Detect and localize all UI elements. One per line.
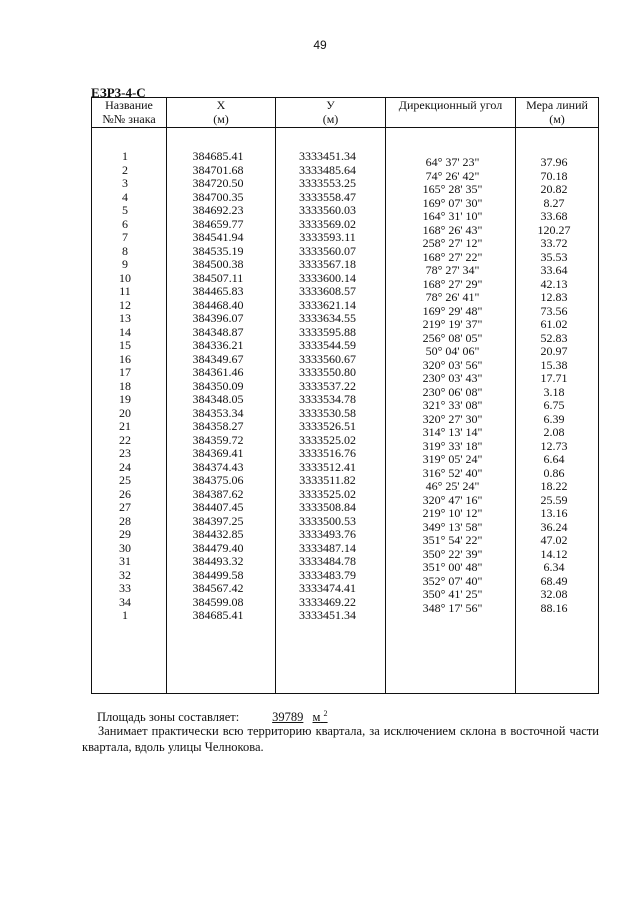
x-value-cell: 384348.05 bbox=[192, 392, 244, 406]
direction-angle-cell: 168° 26' 43" bbox=[422, 222, 483, 237]
direction-angle-cell: 165° 28' 35" bbox=[422, 182, 483, 196]
point-name-cell: 22 bbox=[119, 432, 131, 447]
y-value-cell: 3333508.84 bbox=[299, 500, 356, 514]
x-value-cell: 384659.77 bbox=[192, 216, 244, 231]
direction-angle-cell: 350° 41' 25" bbox=[422, 587, 483, 601]
point-name-cell: 30 bbox=[119, 540, 131, 555]
direction-angle-cell: 320° 47' 16" bbox=[422, 492, 483, 507]
x-value-cell: 384720.50 bbox=[192, 176, 244, 190]
x-value-cell: 384535.19 bbox=[192, 243, 244, 258]
direction-angle-cell: 219° 10' 12" bbox=[422, 506, 483, 520]
direction-angle-cell: 352° 07' 40" bbox=[422, 573, 483, 588]
x-value-cell: 384432.85 bbox=[192, 527, 244, 541]
header-point-name-line1: Название bbox=[105, 98, 153, 112]
line-length-cell: 15.38 bbox=[540, 357, 568, 372]
direction-angle-cell: 348° 17' 56" bbox=[422, 600, 483, 615]
direction-angle-cell: 349° 13' 58" bbox=[422, 519, 483, 534]
point-name-cell: 9 bbox=[122, 257, 128, 271]
y-value-cell: 3333567.18 bbox=[299, 257, 356, 271]
line-length-cell: 32.08 bbox=[540, 587, 568, 601]
direction-angle-cell: 319° 05' 24" bbox=[422, 452, 483, 466]
x-value-cell: 384567.42 bbox=[192, 581, 244, 595]
y-value-cell: 3333558.47 bbox=[299, 189, 356, 204]
x-value-cell: 384479.40 bbox=[192, 540, 244, 555]
direction-angle-cell: 230° 03' 43" bbox=[422, 371, 483, 385]
point-name-cell: 24 bbox=[119, 459, 131, 474]
x-value-cell: 384353.34 bbox=[192, 405, 244, 420]
x-value-cell: 384369.41 bbox=[192, 446, 244, 460]
y-value-cell: 3333621.14 bbox=[299, 297, 356, 312]
point-name-cell: 17 bbox=[119, 365, 131, 379]
line-length-cell: 42.13 bbox=[540, 276, 568, 291]
y-value-cell: 3333516.76 bbox=[299, 446, 356, 460]
area-label: Площадь зоны составляет: bbox=[97, 710, 240, 725]
y-value-cell: 3333537.22 bbox=[299, 378, 356, 393]
area-unit-text: м bbox=[312, 710, 321, 725]
line-length-cell: 2.08 bbox=[543, 425, 565, 439]
line-length-cell: 35.53 bbox=[540, 249, 568, 264]
point-name-cell: 3 bbox=[122, 176, 128, 190]
point-name-cell: 25 bbox=[119, 473, 131, 487]
y-value-cell: 3333500.53 bbox=[299, 513, 356, 528]
area-value: 39789 bbox=[272, 710, 304, 725]
point-name-cell: 14 bbox=[119, 324, 131, 339]
point-name-cell: 7 bbox=[122, 230, 128, 244]
y-value-cell: 3333485.64 bbox=[299, 162, 356, 177]
header-line-length-line2: (м) bbox=[549, 111, 565, 126]
point-name-cell: 11 bbox=[119, 284, 131, 298]
line-length-cell: 14.12 bbox=[540, 546, 568, 561]
column-x bbox=[167, 98, 276, 694]
y-value-cell: 3333569.02 bbox=[299, 216, 356, 231]
direction-angle-cell: 256° 08' 05" bbox=[422, 330, 483, 345]
coordinates-table bbox=[91, 97, 599, 694]
y-value-cell: 3333469.22 bbox=[299, 594, 356, 609]
point-name-cell: 26 bbox=[119, 486, 131, 501]
page-number: 49 bbox=[313, 38, 327, 52]
y-value-cell: 3333608.57 bbox=[299, 284, 356, 298]
column-point-name bbox=[92, 98, 167, 694]
x-value-cell: 384397.25 bbox=[192, 513, 244, 528]
point-names-list bbox=[92, 150, 166, 623]
line-length-cell: 52.83 bbox=[540, 330, 568, 345]
point-name-cell: 1 bbox=[122, 608, 128, 622]
point-name-cell: 5 bbox=[122, 203, 128, 217]
y-value-cell: 3333560.67 bbox=[299, 351, 356, 366]
x-value-cell: 384700.35 bbox=[192, 189, 244, 204]
x-value-cell: 384692.23 bbox=[192, 203, 244, 217]
column-line-length bbox=[516, 98, 599, 694]
direction-angle-cell: 321° 33' 08" bbox=[422, 398, 483, 412]
header-direction-angle bbox=[386, 98, 515, 127]
y-value-cell: 3333484.78 bbox=[299, 554, 356, 568]
x-value-cell: 384387.62 bbox=[192, 486, 244, 501]
y-value-cell: 3333530.58 bbox=[299, 405, 356, 420]
point-name-cell: 28 bbox=[119, 513, 131, 528]
direction-angle-cell: 64° 37' 23" bbox=[425, 155, 480, 169]
header-y bbox=[276, 98, 385, 127]
x-value-cell: 384358.27 bbox=[192, 419, 244, 433]
x-value-cell: 384599.08 bbox=[192, 594, 244, 609]
point-name-cell: 34 bbox=[119, 594, 131, 609]
line-length-cell: 17.71 bbox=[540, 371, 568, 385]
point-name-cell: 10 bbox=[119, 270, 131, 285]
line-length-cell: 68.49 bbox=[540, 573, 568, 588]
line-length-cell: 3.18 bbox=[543, 384, 565, 399]
point-name-cell: 2 bbox=[122, 162, 128, 177]
point-name-cell: 20 bbox=[119, 405, 131, 420]
direction-angle-cell: 78° 26' 41" bbox=[425, 290, 480, 304]
point-name-cell: 15 bbox=[119, 338, 131, 352]
line-length-cell: 6.34 bbox=[543, 560, 565, 574]
line-length-cell: 88.16 bbox=[540, 600, 568, 615]
y-value-cell: 3333451.34 bbox=[299, 149, 356, 163]
point-name-cell: 31 bbox=[119, 554, 131, 568]
y-value-cell: 3333511.82 bbox=[299, 473, 356, 487]
line-length-cell: 12.83 bbox=[540, 290, 568, 304]
direction-angle-cell: 316° 52' 40" bbox=[422, 465, 483, 480]
y-value-cell: 3333483.79 bbox=[299, 567, 356, 582]
header-x bbox=[167, 98, 275, 127]
y-value-cell: 3333560.07 bbox=[299, 243, 356, 258]
line-length-cell: 6.75 bbox=[543, 398, 565, 412]
y-values-list bbox=[276, 150, 385, 623]
line-length-cell: 120.27 bbox=[537, 222, 571, 237]
point-name-cell: 6 bbox=[122, 216, 128, 231]
y-value-cell: 3333600.14 bbox=[299, 270, 356, 285]
direction-angle-cell: 320° 03' 56" bbox=[422, 357, 483, 372]
header-x-line1: X bbox=[216, 98, 226, 112]
line-length-cell: 12.73 bbox=[540, 438, 568, 453]
x-value-cell: 384396.07 bbox=[192, 311, 244, 325]
line-length-cell: 6.64 bbox=[543, 452, 565, 466]
column-y bbox=[276, 98, 386, 694]
line-length-cell: 47.02 bbox=[540, 533, 568, 547]
point-name-cell: 4 bbox=[122, 189, 128, 204]
direction-angle-cell: 168° 27' 22" bbox=[422, 249, 483, 264]
point-name-cell: 29 bbox=[119, 527, 131, 541]
line-length-cell: 70.18 bbox=[540, 168, 568, 183]
y-value-cell: 3333474.41 bbox=[299, 581, 356, 595]
y-value-cell: 3333512.41 bbox=[299, 459, 356, 474]
direction-angle-cell: 169° 07' 30" bbox=[422, 195, 483, 210]
point-name-cell: 16 bbox=[119, 351, 131, 366]
y-value-cell: 3333493.76 bbox=[299, 527, 356, 541]
line-length-cell: 13.16 bbox=[540, 506, 568, 520]
direction-angle-cell: 169° 29' 48" bbox=[422, 303, 483, 318]
column-direction-angle bbox=[386, 98, 516, 694]
x-value-cell: 384685.41 bbox=[192, 149, 244, 163]
x-value-cell: 384701.68 bbox=[192, 162, 244, 177]
x-value-cell: 384507.11 bbox=[192, 270, 244, 285]
y-value-cell: 3333553.25 bbox=[299, 176, 356, 190]
y-value-cell: 3333451.34 bbox=[299, 608, 356, 622]
header-y-line2: (м) bbox=[322, 111, 339, 126]
line-length-cell: 6.39 bbox=[543, 411, 565, 426]
y-value-cell: 3333634.55 bbox=[299, 311, 356, 325]
header-direction-angle-line1: Дирекционный угол bbox=[398, 98, 503, 112]
header-point-name-line2: №№ знака bbox=[102, 111, 156, 126]
direction-angle-cell: 320° 27' 30" bbox=[422, 411, 483, 426]
header-point-name bbox=[92, 98, 166, 127]
y-value-cell: 3333487.14 bbox=[299, 540, 356, 555]
direction-angles-list bbox=[386, 156, 515, 615]
y-value-cell: 3333595.88 bbox=[299, 324, 356, 339]
line-length-cell: 25.59 bbox=[540, 492, 568, 507]
point-name-cell: 18 bbox=[119, 378, 131, 393]
direction-angle-cell: 50° 04' 06" bbox=[425, 344, 480, 358]
y-value-cell: 3333526.51 bbox=[299, 419, 356, 433]
line-length-cell: 33.64 bbox=[540, 263, 568, 277]
x-value-cell: 384359.72 bbox=[192, 432, 244, 447]
direction-angle-cell: 351° 54' 22" bbox=[422, 533, 483, 547]
x-value-cell: 384500.38 bbox=[192, 257, 244, 271]
y-value-cell: 3333525.02 bbox=[299, 432, 356, 447]
x-value-cell: 384407.45 bbox=[192, 500, 244, 514]
direction-angle-cell: 314° 13' 14" bbox=[422, 425, 483, 439]
x-value-cell: 384468.40 bbox=[192, 297, 244, 312]
x-value-cell: 384541.94 bbox=[192, 230, 244, 244]
direction-angle-cell: 78° 27' 34" bbox=[425, 263, 480, 277]
header-y-line1: У bbox=[326, 98, 335, 112]
y-value-cell: 3333525.02 bbox=[299, 486, 356, 501]
x-value-cell: 384375.06 bbox=[192, 473, 244, 487]
point-name-cell: 13 bbox=[119, 311, 131, 325]
point-name-cell: 33 bbox=[119, 581, 131, 595]
point-name-cell: 1 bbox=[122, 149, 128, 163]
x-value-cell: 384361.46 bbox=[192, 365, 244, 379]
line-length-cell: 8.27 bbox=[543, 195, 565, 210]
point-name-cell: 12 bbox=[119, 297, 131, 312]
x-value-cell: 384336.21 bbox=[192, 338, 244, 352]
x-value-cell: 384350.09 bbox=[192, 378, 244, 393]
line-length-cell: 37.96 bbox=[540, 155, 568, 169]
header-x-line2: (м) bbox=[213, 111, 229, 126]
x-value-cell: 384348.87 bbox=[192, 324, 244, 339]
line-lengths-list bbox=[516, 156, 598, 615]
area-unit-power: 2 bbox=[323, 709, 328, 718]
point-name-cell: 8 bbox=[122, 243, 128, 258]
y-value-cell: 3333550.80 bbox=[299, 365, 356, 379]
point-name-cell: 19 bbox=[119, 392, 131, 406]
x-value-cell: 384493.32 bbox=[192, 554, 244, 568]
line-length-cell: 0.86 bbox=[543, 465, 565, 480]
x-values-list bbox=[167, 150, 275, 623]
direction-angle-cell: 258° 27' 12" bbox=[422, 236, 483, 250]
direction-angle-cell: 74° 26' 42" bbox=[425, 168, 480, 183]
y-value-cell: 3333534.78 bbox=[299, 392, 356, 406]
y-value-cell: 3333593.11 bbox=[299, 230, 356, 244]
point-name-cell: 23 bbox=[119, 446, 131, 460]
direction-angle-cell: 230° 06' 08" bbox=[422, 384, 483, 399]
y-value-cell: 3333560.03 bbox=[299, 203, 356, 217]
direction-angle-cell: 350° 22' 39" bbox=[422, 546, 483, 561]
table-bottom-border bbox=[92, 693, 599, 694]
x-value-cell: 384499.58 bbox=[192, 567, 244, 582]
direction-angle-cell: 319° 33' 18" bbox=[422, 438, 483, 453]
point-name-cell: 27 bbox=[119, 500, 131, 514]
line-length-cell: 73.56 bbox=[540, 303, 568, 318]
line-length-cell: 20.82 bbox=[540, 182, 568, 196]
zone-code: ЕЗР3-4-С bbox=[91, 85, 146, 100]
y-value-cell: 3333544.59 bbox=[299, 338, 356, 352]
point-name-cell: 21 bbox=[119, 419, 131, 433]
header-line-length-line1: Мера линий bbox=[526, 98, 588, 112]
x-value-cell: 384349.67 bbox=[192, 351, 244, 366]
header-line-length bbox=[516, 98, 598, 127]
direction-angle-cell: 164° 31' 10" bbox=[422, 209, 483, 223]
x-value-cell: 384465.83 bbox=[192, 284, 244, 298]
line-length-cell: 18.22 bbox=[540, 479, 568, 493]
direction-angle-cell: 168° 27' 29" bbox=[422, 276, 483, 291]
zone-description: Занимает практически всю территорию квартала, за исключением склона в восточной части квартала, вдоль улицы Челнокова. bbox=[82, 724, 599, 754]
direction-angle-cell: 46° 25' 24" bbox=[425, 479, 480, 493]
point-name-cell: 32 bbox=[119, 567, 131, 582]
direction-angle-cell: 351° 00' 48" bbox=[422, 560, 483, 574]
line-length-cell: 33.72 bbox=[540, 236, 568, 250]
line-length-cell: 33.68 bbox=[540, 209, 568, 223]
line-length-cell: 61.02 bbox=[540, 317, 568, 331]
x-value-cell: 384685.41 bbox=[192, 608, 244, 622]
x-value-cell: 384374.43 bbox=[192, 459, 244, 474]
line-length-cell: 36.24 bbox=[540, 519, 568, 534]
line-length-cell: 20.97 bbox=[540, 344, 568, 358]
direction-angle-cell: 219° 19' 37" bbox=[422, 317, 483, 331]
